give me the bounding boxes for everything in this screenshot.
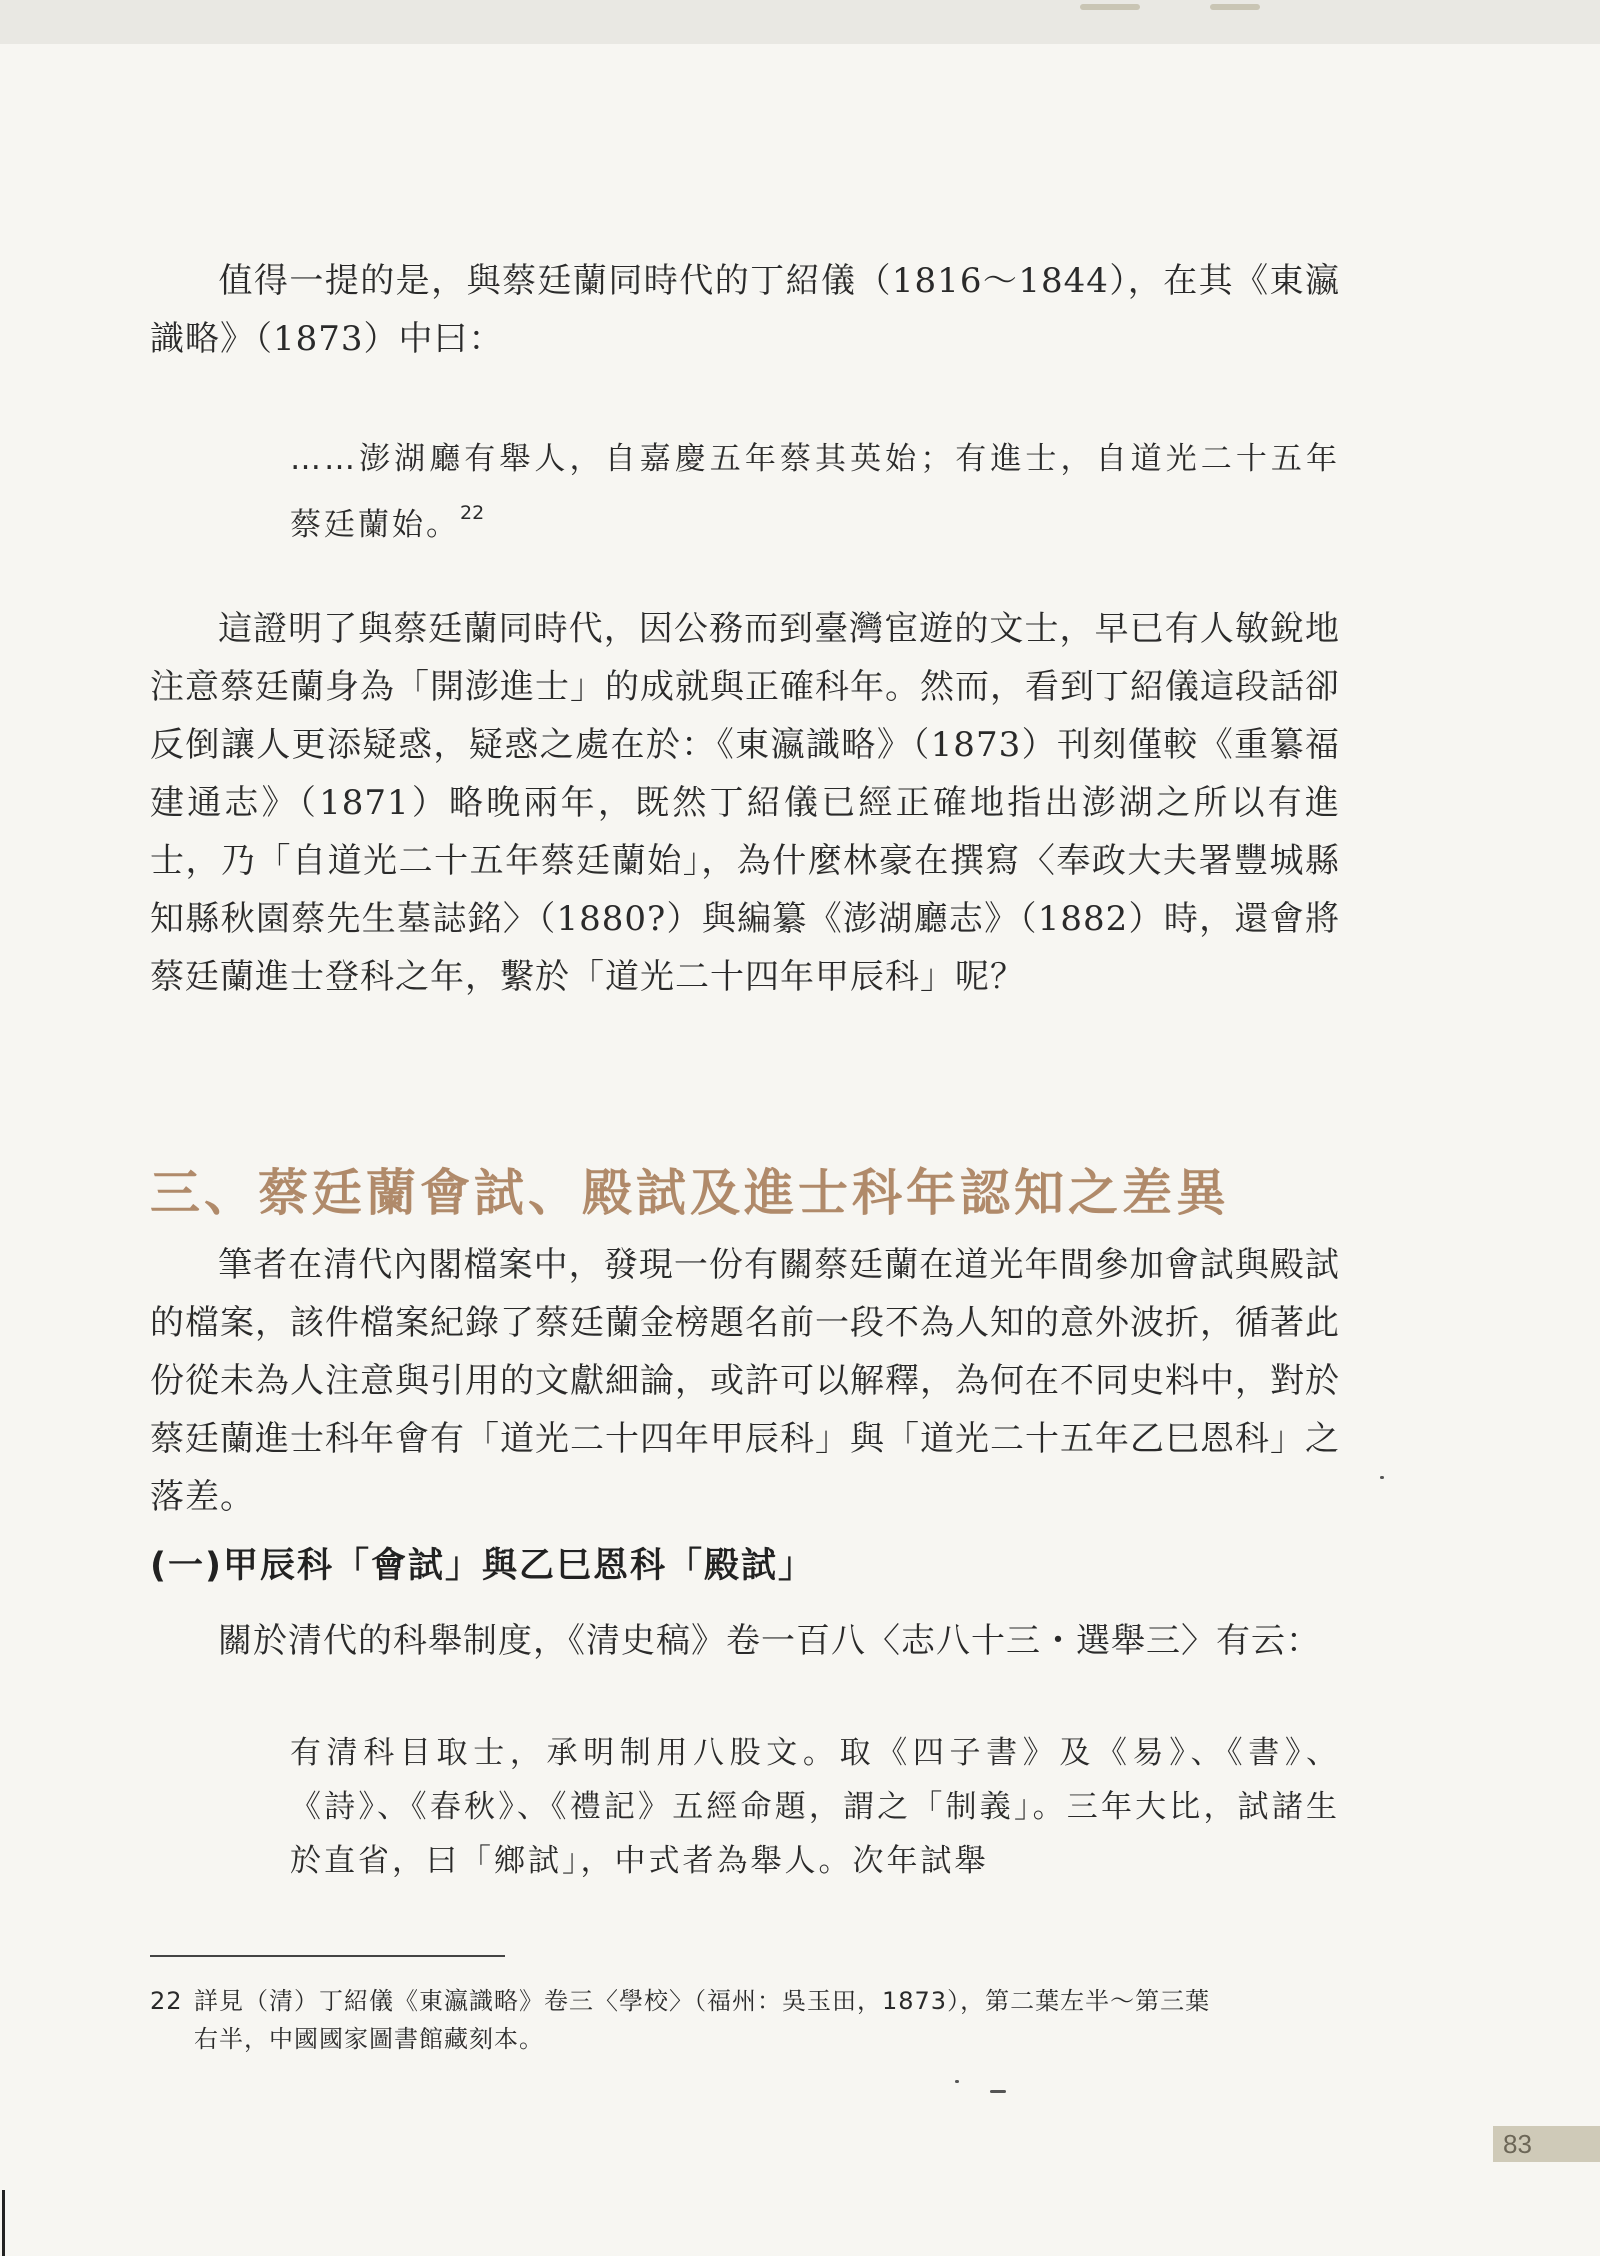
quote-text: ……澎湖廳有舉人，自嘉慶五年蔡其英始；有進士，自道光二十五年蔡廷蘭始。 xyxy=(290,441,1340,543)
body-paragraph xyxy=(150,1612,1340,1670)
paragraph-text: 這證明了與蔡廷蘭同時代，因公務而到臺灣宦遊的文士，早已有人敏銳地注意蔡廷蘭身為「開澎進士」的成就與正確科年。然而，看到丁紹儀這段話卻反倒讓人更添疑惑，疑惑之處在於：《東瀛識略》（1873）刊刻僅較《重纂福建通志》（1871）略晚兩年，既然丁紹儀已經正確地指出澎湖之所以有進士，乃「自道光二十五年蔡廷蘭始」，為什麼林豪在撰寫〈奉政大夫署豐城縣知縣秋園蔡先生墓誌銘〉（1880?）與編纂《澎湖廳志》（1882）時，還會將蔡廷蘭進士登科之年，繫於「道光二十四年甲辰科」呢？ xyxy=(150,609,1340,997)
section-heading: 三、蔡廷蘭會試、殿試及進士科年認知之差異 xyxy=(150,1164,1230,1222)
footnote xyxy=(150,1982,1340,2058)
scan-speck xyxy=(990,2090,1006,2093)
paragraph-text: 值得一提的是，與蔡廷蘭同時代的丁紹儀（1816～1844），在其《東瀛識略》（1873）中曰： xyxy=(150,261,1340,359)
sub-heading: (一)甲辰科「會試」與乙巳恩科「殿試」 xyxy=(150,1546,815,1586)
top-decoration-mark xyxy=(1210,4,1260,10)
block-quote xyxy=(290,1726,1340,1888)
page-top-band xyxy=(0,0,1600,44)
body-paragraph xyxy=(150,252,1340,368)
footnote-number: 22 xyxy=(150,1987,183,2015)
top-decoration-mark xyxy=(1080,4,1140,10)
body-paragraph xyxy=(150,1236,1340,1526)
binding-edge xyxy=(2,2190,5,2256)
footnote-text: 詳見（清）丁紹儀《東瀛識略》卷三〈學校〉（福州：吳玉田，1873），第二葉左半～第三葉 xyxy=(194,1987,1211,2015)
quote-text: 有清科目取士，承明制用八股文。取《四子書》及《易》、《書》、《詩》、《春秋》、《禮記》五經命題，謂之「制義」。三年大比，試諸生於直省，曰「鄉試」，中式者為舉人。次年試舉 xyxy=(290,1735,1340,1879)
paragraph-text: 關於清代的科舉制度，《清史稿》卷一百八〈志八十三・選舉三〉有云： xyxy=(218,1621,1321,1661)
body-paragraph xyxy=(150,600,1340,1006)
paragraph-text: 筆者在清代內閣檔案中，發現一份有關蔡廷蘭在道光年間參加會試與殿試的檔案，該件檔案紀錄了蔡廷蘭金榜題名前一段不為人知的意外波折，循著此份從未為人注意與引用的文獻細論，或許可以解釋，為何在不同史料中，對於蔡廷蘭進士科年會有「道光二十四年甲辰科」與「道光二十五年乙巳恩科」之落差。 xyxy=(150,1245,1340,1517)
footnote-ref[interactable]: 22 xyxy=(460,502,485,524)
scan-speck xyxy=(1380,1476,1384,1479)
block-quote xyxy=(290,432,1340,552)
page-number: 83 xyxy=(1493,2126,1600,2162)
scan-speck xyxy=(955,2080,959,2083)
footnote-text: 右半，中國國家圖書館藏刻本。 xyxy=(194,2025,544,2053)
footnote-divider xyxy=(150,1955,505,1957)
